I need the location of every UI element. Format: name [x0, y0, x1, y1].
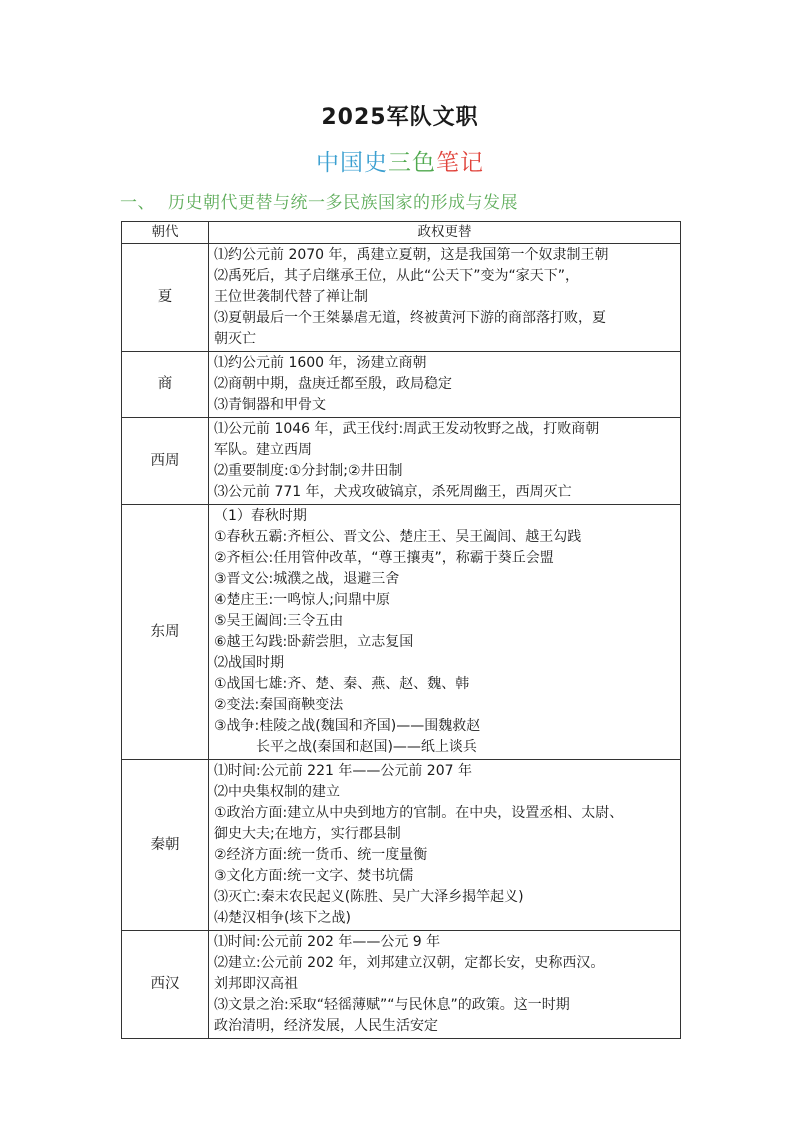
- regime-change-line: ⑵中央集权制的建立: [214, 784, 340, 800]
- regime-change-cell: [209, 418, 681, 505]
- regime-change-line: ⑴时间:公元前 202 年——公元 9 年: [214, 934, 441, 950]
- regime-change-line: ⑵重要制度:①分封制;②井田制: [214, 463, 403, 479]
- table-row: [122, 760, 681, 931]
- dynasty-name: 西周: [122, 418, 209, 505]
- regime-change-cell: [209, 352, 681, 418]
- regime-change-line: ⑥越王勾践:卧薪尝胆，立志复国: [214, 634, 414, 650]
- dynasty-name: 西汉: [122, 931, 209, 1039]
- header-regime-change: 政权更替: [209, 222, 681, 244]
- table-row: [122, 505, 681, 760]
- regime-change-line: ⑶文景之治:采取“轻徭薄赋”“与民休息”的政策。这一时期: [214, 997, 570, 1013]
- subtitle-part-2: 三色: [388, 150, 436, 176]
- section-title: 历史朝代更替与统一多民族国家的形成与发展: [168, 193, 518, 213]
- regime-change-line: ⑵建立:公元前 202 年，刘邦建立汉朝，定都长安，史称西汉。: [214, 955, 605, 971]
- regime-change-line: ⑶青铜器和甲骨文: [214, 397, 326, 413]
- section-heading: [120, 188, 518, 213]
- table-row: [122, 931, 681, 1039]
- regime-change-line: 朝灭亡: [214, 331, 256, 347]
- dynasty-name: 夏: [122, 244, 209, 352]
- section-number: 一、: [120, 193, 155, 213]
- regime-change-line: ⑤吴王阖闾:三令五由: [214, 613, 344, 629]
- regime-change-line: ⑵战国时期: [214, 655, 284, 671]
- regime-change-line: ②变法:秦国商鞅变法: [214, 697, 344, 713]
- header-dynasty: 朝代: [122, 222, 209, 244]
- regime-change-line: ⑴约公元前 1600 年，汤建立商朝: [214, 355, 427, 371]
- regime-change-line: ⑴时间:公元前 221 年——公元前 207 年: [214, 763, 472, 779]
- regime-change-cell: [209, 244, 681, 352]
- regime-change-line: 刘邦即汉高祖: [214, 976, 298, 992]
- regime-change-cell: [209, 505, 681, 760]
- table-header-row: [122, 222, 681, 244]
- table-row: [122, 352, 681, 418]
- subtitle-part-3: 笔记: [436, 150, 484, 176]
- dynasty-name: 秦朝: [122, 760, 209, 931]
- regime-change-line: ⑵商朝中期，盘庚迁都至殷，政局稳定: [214, 376, 452, 392]
- regime-change-line: ②经济方面:统一货币、统一度量衡: [214, 847, 428, 863]
- regime-change-line: ②齐桓公:任用管仲改革，“尊王攘夷”，称霸于葵丘会盟: [214, 550, 554, 566]
- regime-change-line: ③文化方面:统一文字、焚书坑儒: [214, 868, 414, 884]
- regime-change-line: ①战国七雄:齐、楚、秦、燕、赵、魏、韩: [214, 676, 470, 692]
- dynasty-table: [121, 221, 681, 1039]
- regime-change-cell: [209, 931, 681, 1039]
- regime-change-cell: [209, 760, 681, 931]
- regime-change-line: ⑵禹死后，其子启继承王位，从此“公天下”变为“家天下”，: [214, 268, 580, 284]
- regime-change-line: ⑶夏朝最后一个王桀暴虐无道，终被黄河下游的商部落打败，夏: [214, 310, 606, 326]
- regime-change-line: ⑷楚汉相争(垓下之战): [214, 910, 351, 926]
- regime-change-line: ③晋文公:城濮之战，退避三舍: [214, 571, 400, 587]
- regime-change-line: 长平之战(秦国和赵国)——纸上谈兵: [214, 739, 477, 755]
- dynasty-name: 商: [122, 352, 209, 418]
- regime-change-line: ⑴公元前 1046 年，武王伐纣:周武王发动牧野之战，打败商朝: [214, 421, 600, 437]
- regime-change-line: 军队。建立西周: [214, 442, 312, 458]
- regime-change-line: ③战争:桂陵之战(魏国和齐国)——围魏救赵: [214, 718, 481, 734]
- regime-change-line: 政治清明，经济发展，人民生活安定: [214, 1018, 438, 1034]
- table-body: [122, 244, 681, 1039]
- regime-change-line: ⑴约公元前 2070 年，禹建立夏朝，这是我国第一个奴隶制王朝: [214, 247, 609, 263]
- regime-change-line: （1）春秋时期: [214, 508, 307, 524]
- regime-change-line: 王位世袭制代替了禅让制: [214, 289, 368, 305]
- regime-change-line: ⑶公元前 771 年，犬戎攻破镐京，杀死周幽王，西周灭亡: [214, 484, 572, 500]
- regime-change-line: 御史大夫;在地方，实行郡县制: [214, 826, 401, 842]
- regime-change-line: ①春秋五霸:齐桓公、晋文公、楚庄王、吴王阖闾、越王勾践: [214, 529, 582, 545]
- regime-change-line: ⑶灭亡:秦末农民起义(陈胜、吴广大泽乡揭竿起义): [214, 889, 524, 905]
- document-subtitle: [0, 144, 800, 177]
- regime-change-line: ①政治方面:建立从中央到地方的官制。在中央，设置丞相、太尉、: [214, 805, 624, 821]
- table-row: [122, 418, 681, 505]
- dynasty-name: 东周: [122, 505, 209, 760]
- document-title: 2025军队文职: [321, 105, 479, 130]
- regime-change-line: ④楚庄王:一鸣惊人;问鼎中原: [214, 592, 390, 608]
- subtitle-part-1: 中国史: [316, 150, 388, 176]
- table-row: [122, 244, 681, 352]
